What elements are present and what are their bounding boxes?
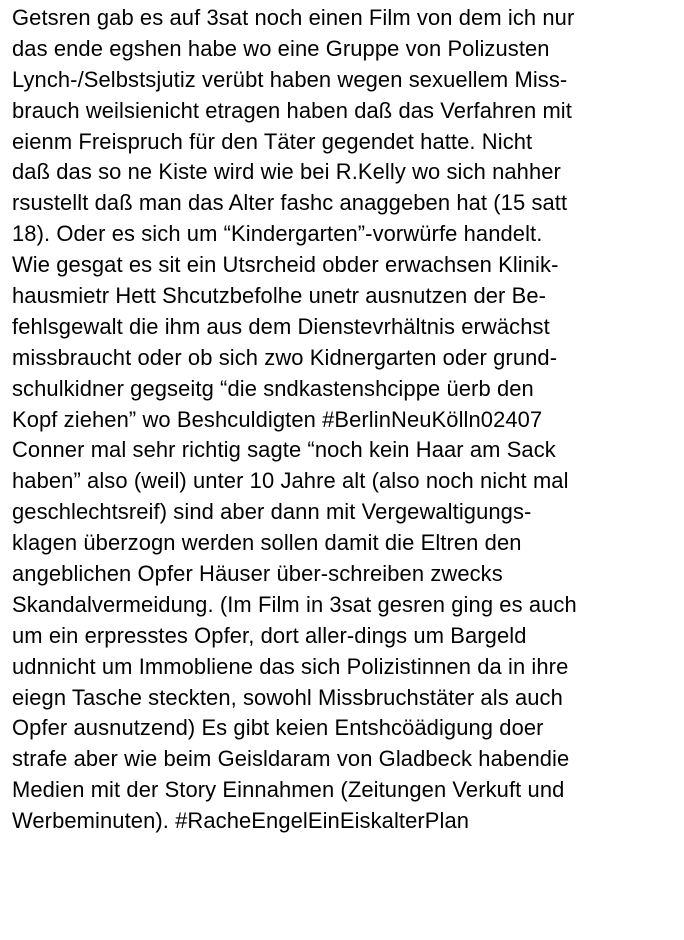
body-text — [12, 3, 682, 837]
text-line-22: udnnicht um Immobliene das sich Polizistinnen da in ihre — [12, 653, 569, 679]
text-line-26: Medien mit der Story Einnahmen (Zeitungen Verkuft und — [12, 777, 565, 803]
text-line-15: Conner mal sehr richtig sagte “noch kein Haar am Sack — [12, 437, 556, 463]
text-line-18: klagen überzogn werden sollen damit die Eltren den — [12, 530, 522, 556]
text-line-1: Getsren gab es auf 3sat noch einen Film von dem ich nur — [12, 5, 575, 30]
text-line-11: fehlsgewalt die ihm aus dem Dienstevrhältnis erwächst — [12, 313, 550, 339]
text-line-6: daß das so ne Kiste wird wie bei R.Kelly wo sich nahher — [12, 159, 561, 185]
text-line-27: Werbeminuten). #RacheEngelEinEiskalterPlan — [12, 808, 470, 834]
text-line-12: missbraucht oder ob sich zwo Kidnergarten oder grund- — [12, 344, 558, 370]
text-line-9: Wie gesgat es sit ein Utsrcheid obder erwachsen Klinik- — [12, 252, 559, 278]
text-line-23: eiegn Tasche steckten, sowohl Missbruchstäter als auch — [12, 684, 563, 710]
text-line-8: 18). Oder es sich um “Kindergarten”-vorwürfe handelt. — [12, 221, 543, 247]
text-line-13: schulkidner gegseitg “die sndkastenshcippe üerb den — [12, 375, 534, 401]
text-line-3: Lynch-/Selbstsjutiz verübt haben wegen sexuellem Miss- — [12, 66, 568, 92]
text-line-16: haben” also (weil) unter 10 Jahre alt (also noch nicht mal — [12, 468, 569, 494]
text-line-4: brauch weilsienicht etragen haben daß das Verfahren mit — [12, 97, 572, 123]
text-line-17: geschlechtsreif) sind aber dann mit Vergewaltigungs- — [12, 499, 532, 525]
text-line-2: das ende egshen habe wo eine Gruppe von Polizusten — [12, 35, 550, 61]
text-line-25: strafe aber wie beim Geisldaram von Gladbeck habendie — [12, 746, 570, 772]
text-line-10: hausmietr Hett Shcutzbefolhe unetr ausnutzen der Be- — [12, 283, 547, 309]
text-line-24: Opfer ausnutzend) Es gibt keien Entshcöädigung doer — [12, 715, 544, 741]
text-line-5: eienm Freispruch für den Täter gegendet hatte. Nicht — [12, 128, 533, 154]
text-line-21: um ein erpresstes Opfer, dort aller-dings um Bargeld — [12, 622, 527, 648]
text-line-19: angeblichen Opfer Häuser über-schreiben zwecks — [12, 561, 503, 587]
text-line-14: Kopf ziehen” wo Beshculdigten #BerlinNeuKölln02407 — [12, 406, 543, 432]
text-line-7: rsustellt daß man das Alter fashc anaggeben hat (15 satt — [12, 190, 568, 216]
text-line-20: Skandalvermeidung. (Im Film in 3sat gesren ging es auch — [12, 591, 577, 617]
